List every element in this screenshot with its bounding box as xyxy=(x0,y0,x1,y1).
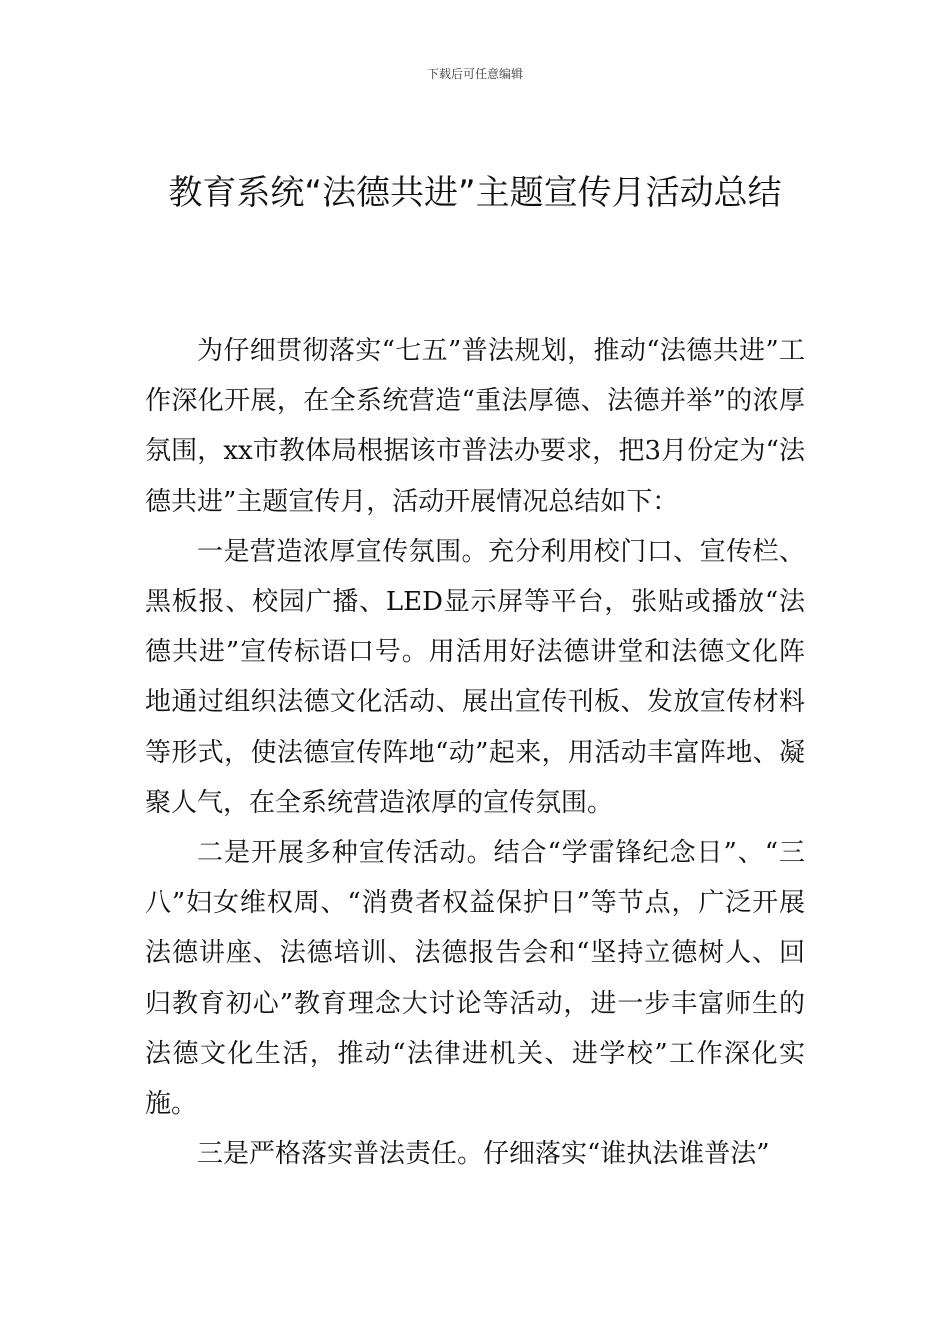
header-note: 下载后可任意编辑 xyxy=(426,67,523,81)
document-body xyxy=(145,326,805,1179)
document-title: 教育系统“法德共进”主题宣传月活动总结 xyxy=(168,173,782,213)
paragraph-point-1: 一是营造浓厚宣传氛围。充分利用校门口、宣传栏、黑板报、校园广播、LED显示屏等平台，张贴或播放“法德共进”宣传标语口号。用活用好法德讲堂和法德文化阵地通过组织法德文化活动、展出宣传刊板、发放宣传材料等形式，使法德宣传阵地“动”起来，用活动丰富阵地、凝聚人气，在全系统营造浓厚的宣传氛围。 xyxy=(145,536,805,818)
paragraph-point-3: 三是严格落实普法责任。仔细落实“谁执法谁普法” xyxy=(197,1139,770,1170)
paragraph-point-2: 二是开展多种宣传活动。结合“学雷锋纪念日”、“三八”妇女维权周、“消费者权益保护日”等节点，广泛开展法德讲座、法德培训、法德报告会和“坚持立德树人、回归教育初心”教育理念大讨论等活动，进一步丰富师生的法德文化生活，推动“法律进机关、进学校”工作深化实施。 xyxy=(145,838,805,1120)
paragraph-intro: 为仔细贯彻落实“七五”普法规划，推动“法德共进”工作深化开展，在全系统营造“重法厚德、法德并举”的浓厚氛围，xx市教体局根据该市普法办要求，把3月份定为“法德共进”主题宣传月，活动开展情况总结如下： xyxy=(145,336,805,517)
